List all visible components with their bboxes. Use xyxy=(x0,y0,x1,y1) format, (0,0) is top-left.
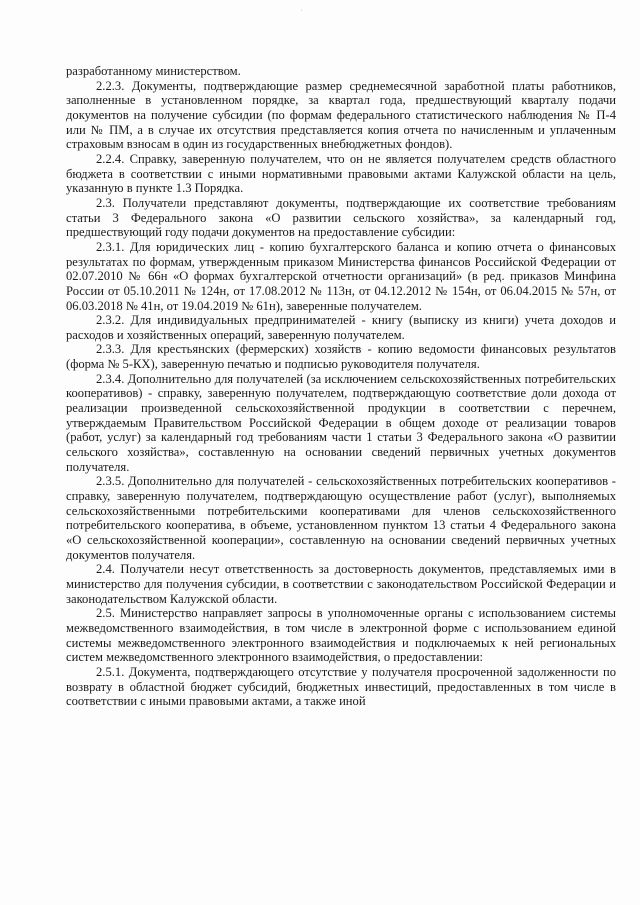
paragraph-2-5: 2.5. Министерство направляет запросы в уполномоченные органы с использованием системы межведомственного взаимодействия, в том числе в электронной форме с использованием единой системы межведомственного электронного взаимодействия и подключаемых к ней региональных систем межведомственного электронного взаимодействия, о предоставлении: xyxy=(66,606,616,665)
paragraph-2-3-2: 2.3.2. Для индивидуальных предпринимателей - книгу (выписку из книги) учета доходов и расходов и хозяйственных операций, заверенную получателем. xyxy=(66,313,616,342)
document-body xyxy=(66,64,616,709)
paragraph-2-4: 2.4. Получатели несут ответственность за достоверность документов, представляемых ими в министерство для получения субсидии, в соответствии с законодательством Российской Федерации и законодательством Калужской области. xyxy=(66,562,616,606)
paragraph-2-3: 2.3. Получатели представляют документы, подтверждающие их соответствие требованиям статьи 3 Федерального закона «О развитии сельского хозяйства», за календарный год, предшествующий году подачи документов на предоставление субсидии: xyxy=(66,195,616,240)
paragraph-2-3-4: 2.3.4. Дополнительно для получателей (за исключением сельскохозяйственных потребительских кооперативов) - справку, заверенную получателем, подтверждающую соответствие доли дохода от реализации произведенной сельскохозяйственной продукции в соответствии с перечнем, утверждаемым Правительством Российской Федерации в общем доходе от реализации товаров (работ, услуг) за календарный год требованиям части 1 статьи 3 Федерального закона «О развитии сельского хозяйства», составленную на основании сведений первичных учетных документов получателя. xyxy=(66,371,616,474)
paragraph-2-2-3: 2.2.3. Документы, подтверждающие размер среднемесячной заработной платы работников, заполненные в установленном порядке, за квартал года, предшествующий кварталу подачи документов на получение субсидии (по формам федерального статистического наблюдения № П-4 или № ПМ, а в случае их отсутствия представляется копия отчета по начисленным и уплаченным страховым взносам в один из государственных внебюджетных фондов). xyxy=(66,78,616,152)
paragraph-2-2-4: 2.2.4. Справку, заверенную получателем, что он не является получателем средств областного бюджета в соответствии с иными нормативными правовыми актами Калужской области на цель, указанную в пункте 1.3 Порядка. xyxy=(66,151,616,196)
paragraph-2-3-1: 2.3.1. Для юридических лиц - копию бухгалтерского баланса и копию отчета о финансовых результатах по формам, утвержденным приказом Министерства финансов Российской Федерации от 02.07.2010 № 66н «О формах бухгалтерской отчетности организаций» (в ред. приказов Минфина России от 05.10.2011 № 124н, от 17.08.2012 № 113н, от 04.12.2012 № 154н, от 06.04.2015 № 57н, от 06.03.2018 № 41н, от 19.04.2019 № 61н), заверенные получателем. xyxy=(66,239,616,313)
paragraph-2-5-1: 2.5.1. Документа, подтверждающего отсутствие у получателя просроченной задолженности по возврату в областной бюджет субсидий, бюджетных инвестиций, предоставленных в том числе в соответствии с иными правовыми актами, а также иной xyxy=(66,664,616,709)
scan-artifact-mark: · xyxy=(300,6,304,15)
paragraph-2-3-5: 2.3.5. Дополнительно для получателей - сельскохозяйственных потребительских кооперативов - справку, заверенную получателем, подтверждающую осуществление работ (услуг), выполняемых сельскохозяйственными потребительскими кооперативами для членов сельскохозяйственного потребительского кооператива, в объеме, установленном пунктом 13 статьи 4 Федерального закона «О сельскохозяйственной кооперации», составленную на основании сведений первичных учетных документов получателя. xyxy=(66,474,616,562)
paragraph-continuation: разработанному министерством. xyxy=(66,64,241,78)
paragraph-2-3-3: 2.3.3. Для крестьянских (фермерских) хозяйств - копию ведомости финансовых результатов (форма № 5-КХ), заверенную печатью и подписью руководителя получателя. xyxy=(66,342,616,372)
